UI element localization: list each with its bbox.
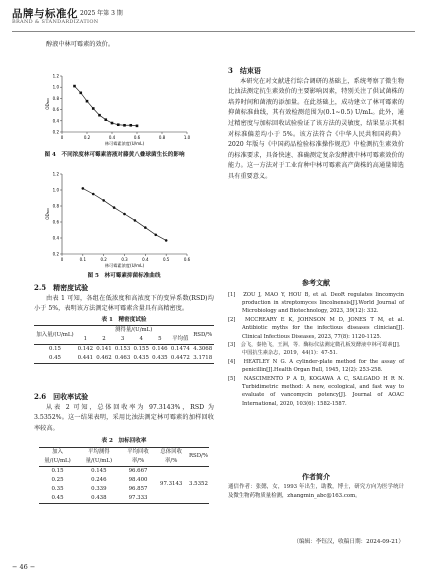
data-point bbox=[144, 226, 147, 229]
y-axis-label: OD₆₀₀ bbox=[45, 208, 50, 220]
paragraph: 从表 2 可知，总体回收率为 97.3143%，RSD 为 3.5352%。这一结果表明，采用比浊法测定林可霉素的加样回收率较高。 bbox=[34, 403, 214, 432]
reference-item: [5] NASCIMENTO P A D, KOGAWA A C, SALGADO H R N. Turbidimetric method: A new, ecological, and fast way to evaluate of vancomycin potency[J]. Journal of AOAC International, 2020, 103(6): 1582-1587. bbox=[228, 375, 404, 407]
reference-item: [4] HEATLEY N G. A cylinder-plate method for the assay of penicillin[J].Health Organ Bull, 1945, 12(2): 253-258. bbox=[228, 358, 404, 374]
y-tick-label: 0.4 bbox=[52, 118, 59, 124]
y-tick-label: 0.6 bbox=[52, 219, 59, 225]
x-tick-label: 0.3 bbox=[121, 257, 128, 262]
data-point bbox=[117, 123, 120, 126]
y-tick-label: 1.2 bbox=[52, 171, 59, 177]
table-header: 平均回收率/% bbox=[127, 448, 149, 464]
x-tick-label: 0.6 bbox=[183, 257, 191, 262]
data-point bbox=[82, 187, 85, 190]
figure-5-chart bbox=[40, 170, 200, 270]
figure-5-caption: 图 5 林可霉素抑菌标准曲线 bbox=[87, 273, 161, 279]
table-cell: 97.333 bbox=[128, 494, 148, 501]
table-cell: 96.857 bbox=[128, 485, 148, 492]
x-tick-label: 0.4 bbox=[142, 257, 149, 262]
data-point bbox=[92, 193, 95, 196]
data-point bbox=[86, 100, 89, 103]
section-3 bbox=[228, 66, 404, 183]
table-cell: 0.25 bbox=[51, 476, 64, 483]
table-2-title: 表 2 加标回收率 bbox=[101, 438, 147, 445]
table-cell: 0.145 bbox=[91, 467, 107, 474]
y-tick-label: 1.0 bbox=[52, 84, 59, 90]
data-point bbox=[136, 125, 139, 128]
y-tick-label: 1.0 bbox=[52, 187, 59, 193]
data-point bbox=[123, 124, 126, 127]
table-header: 1 bbox=[83, 336, 87, 343]
table-cell: 0.435 bbox=[133, 355, 149, 362]
paragraph: 由表 1 可知，各组在低浓度和高浓度下的变异系数(RSD)均小于 5%，表明该方法测定林可霉素含量具有高精密度。 bbox=[34, 294, 214, 313]
table-cell: 0.35 bbox=[51, 485, 64, 492]
reference-item: [1] ZOU J, MAO Y, HOU B, et al. DeoR regulates lincomycin production in streptomyces lincolnensis[J].World Journal of Microbiology and Biotechnology, 2023, 39(12): 332. bbox=[228, 291, 404, 315]
x-tick-label: 0.5 bbox=[162, 257, 170, 262]
section-title: 2.5 精密度试验 bbox=[34, 283, 89, 292]
table-cell: 0.4472 bbox=[170, 355, 190, 362]
table-header: 加入量/(U/mL) bbox=[34, 326, 76, 345]
table-cell: 3.1718 bbox=[193, 355, 213, 362]
table-cell: 0.45 bbox=[51, 494, 64, 501]
reference-item: [2] MCCREARY E K, JOHNSON M D, JONES T M, et al. Antibiotic myths for the infectious diseases clinician[J]. Clinical Infectious Diseases, 2023, 77(8): 1120-1125. bbox=[228, 316, 404, 340]
table-cell: 0.15 bbox=[48, 346, 61, 353]
x-tick-label: 0.1 bbox=[79, 257, 87, 262]
y-tick-label: 0.4 bbox=[52, 235, 59, 241]
table-cell: 3.5352 bbox=[188, 466, 209, 503]
table-row bbox=[34, 345, 214, 355]
table-1-title: 表 1 精密度试验 bbox=[101, 316, 147, 323]
table-cell: 0.155 bbox=[133, 346, 149, 353]
x-tick-label: 0.4 bbox=[108, 135, 116, 140]
y-tick-label: 0.8 bbox=[52, 203, 59, 209]
paragraph: 醇液中林可霉素的效价。 bbox=[46, 41, 115, 48]
table-header: 5 bbox=[158, 336, 162, 343]
y-tick-label: 1.2 bbox=[52, 73, 59, 79]
reference-item: [3] 会飞，秦艳飞，王洲，等．酶标仪法测定微孔板发酵液中林可霉素[J]．中国抗生素杂志，2019，44(1)：47-51. bbox=[228, 342, 404, 357]
section-title: 3 结束语 bbox=[228, 66, 261, 75]
table-row bbox=[39, 466, 209, 476]
x-tick-label: 0.2 bbox=[83, 135, 91, 140]
table-header: RSD/% bbox=[188, 453, 208, 460]
left-intro bbox=[34, 40, 214, 51]
references-title: 参考文献 bbox=[302, 278, 330, 287]
y-tick-label: 0.2 bbox=[52, 251, 59, 257]
table-cell: 4.3068 bbox=[193, 346, 213, 353]
x-axis-label: 林可霉素浓度(U/mL) bbox=[104, 263, 145, 268]
data-point bbox=[165, 239, 168, 242]
table-cell: 0.15 bbox=[51, 467, 64, 474]
table-cell: 0.141 bbox=[96, 346, 112, 353]
figure-4-caption: 图 4 不同浓度林可霉素溶液对藤黄八叠球菌生长的影响 bbox=[44, 152, 185, 158]
data-point bbox=[123, 213, 126, 216]
table-cell: 0.153 bbox=[114, 346, 131, 353]
journal-brand: 品牌与标准化 bbox=[12, 8, 78, 20]
section-2-6 bbox=[34, 392, 214, 504]
x-axis-label: 林可霉素浓度(U/mL) bbox=[104, 141, 145, 146]
table-header: 总体回收率/% bbox=[160, 448, 182, 464]
table-cell: 97.3143 bbox=[154, 466, 188, 503]
data-point bbox=[111, 122, 114, 125]
data-point bbox=[129, 124, 132, 127]
table-cell: 0.142 bbox=[77, 346, 93, 353]
x-tick-label: 0.8 bbox=[158, 135, 166, 140]
table-header: 测得量/(U/mL) bbox=[115, 327, 153, 334]
y-axis-label: OD₆₀₀ bbox=[45, 98, 50, 110]
author-title: 作者简介 bbox=[302, 472, 330, 481]
author-info bbox=[228, 472, 404, 501]
table-cell: 0.435 bbox=[152, 355, 168, 362]
table-cell: 0.246 bbox=[91, 476, 107, 483]
data-point bbox=[113, 206, 116, 209]
data-point bbox=[73, 85, 76, 88]
figure-4-chart bbox=[40, 72, 200, 150]
table-cell: 0.462 bbox=[96, 355, 112, 362]
table-cell: 98.400 bbox=[128, 476, 148, 483]
page-number: − 46 − bbox=[12, 563, 36, 571]
table-row bbox=[34, 354, 214, 364]
data-point bbox=[98, 114, 101, 117]
x-tick-label: 0 bbox=[60, 135, 64, 140]
table-header: 平均值 bbox=[172, 336, 189, 343]
table-cell: 0.441 bbox=[77, 355, 93, 362]
table-1 bbox=[34, 325, 214, 364]
table-header: 平均测得量/(U/mL) bbox=[85, 448, 113, 464]
y-tick-label: 0.8 bbox=[52, 95, 59, 101]
header-rule bbox=[12, 31, 415, 32]
paragraph: 本研究在对文献进行综合调研的基础上，系统考察了微生物比浊法测定抗生素效价的主要影响因素，特别关注了供试菌株的培养时间和菌液的添加量。在此基础上，成功建立了林可霉素的抑菌标准曲线，其有效检测范围为(0.1~0.5) U/mL。此外，通过精密度与加标回收试验验证了该方法的灵敏度，结果显示其相对标准偏差均小于 5%。该方法符合《中华人民共和国药典》2020 年版与《中国药品检验标准操作规范》中检测抗生素效价的标准要求，具备快速、准确测定复杂发酵液中林可霉素效价的能力。这一方法对于工业育种中林可霉素高产菌株的高通量筛选具有重要意义。 bbox=[228, 77, 404, 180]
author-bio: 通信作者：张懿，女，1993 年出生，助教，博士，研究方向为医学统计及微生物药物质量检测，zhangmin_abc@163.com。 bbox=[228, 483, 404, 499]
journal-brand-en: BRAND & STANDARDIZATION bbox=[12, 19, 99, 25]
table-cell: 0.463 bbox=[114, 355, 131, 362]
x-tick-label: 1.0 bbox=[183, 135, 191, 140]
table-cell: 0.339 bbox=[91, 485, 107, 492]
table-2 bbox=[39, 447, 209, 504]
x-tick-label: 0.6 bbox=[133, 135, 141, 140]
section-title: 2.6 回收率试验 bbox=[34, 392, 89, 401]
issue-label: 2025 年第 3 期 bbox=[80, 10, 123, 17]
x-tick-label: 0.2 bbox=[100, 257, 107, 262]
table-header: 2 bbox=[102, 336, 106, 343]
table-header: 加入量/(U/mL) bbox=[44, 448, 71, 464]
table-cell: 96.667 bbox=[128, 467, 148, 474]
table-header: 4 bbox=[139, 336, 143, 343]
table-cell: 0.146 bbox=[152, 346, 168, 353]
editor-note: （编辑：李钰汉，收稿日期：2024-09-21） bbox=[293, 539, 404, 545]
data-point bbox=[134, 219, 137, 222]
x-tick-label: 0 bbox=[60, 257, 64, 262]
table-header: RSD/% bbox=[191, 326, 214, 345]
references bbox=[228, 278, 404, 408]
y-tick-label: 0.6 bbox=[52, 107, 59, 113]
table-cell: 0.438 bbox=[91, 494, 107, 501]
data-point bbox=[104, 118, 107, 121]
table-cell: 0.45 bbox=[48, 355, 61, 362]
table-cell: 0.1474 bbox=[170, 346, 190, 353]
data-point bbox=[79, 92, 82, 95]
section-2-5 bbox=[34, 283, 214, 364]
data-point bbox=[92, 107, 95, 110]
table-header: 3 bbox=[120, 336, 125, 343]
y-tick-label: 0.2 bbox=[52, 129, 59, 135]
data-point bbox=[102, 199, 105, 202]
data-point bbox=[154, 234, 157, 237]
